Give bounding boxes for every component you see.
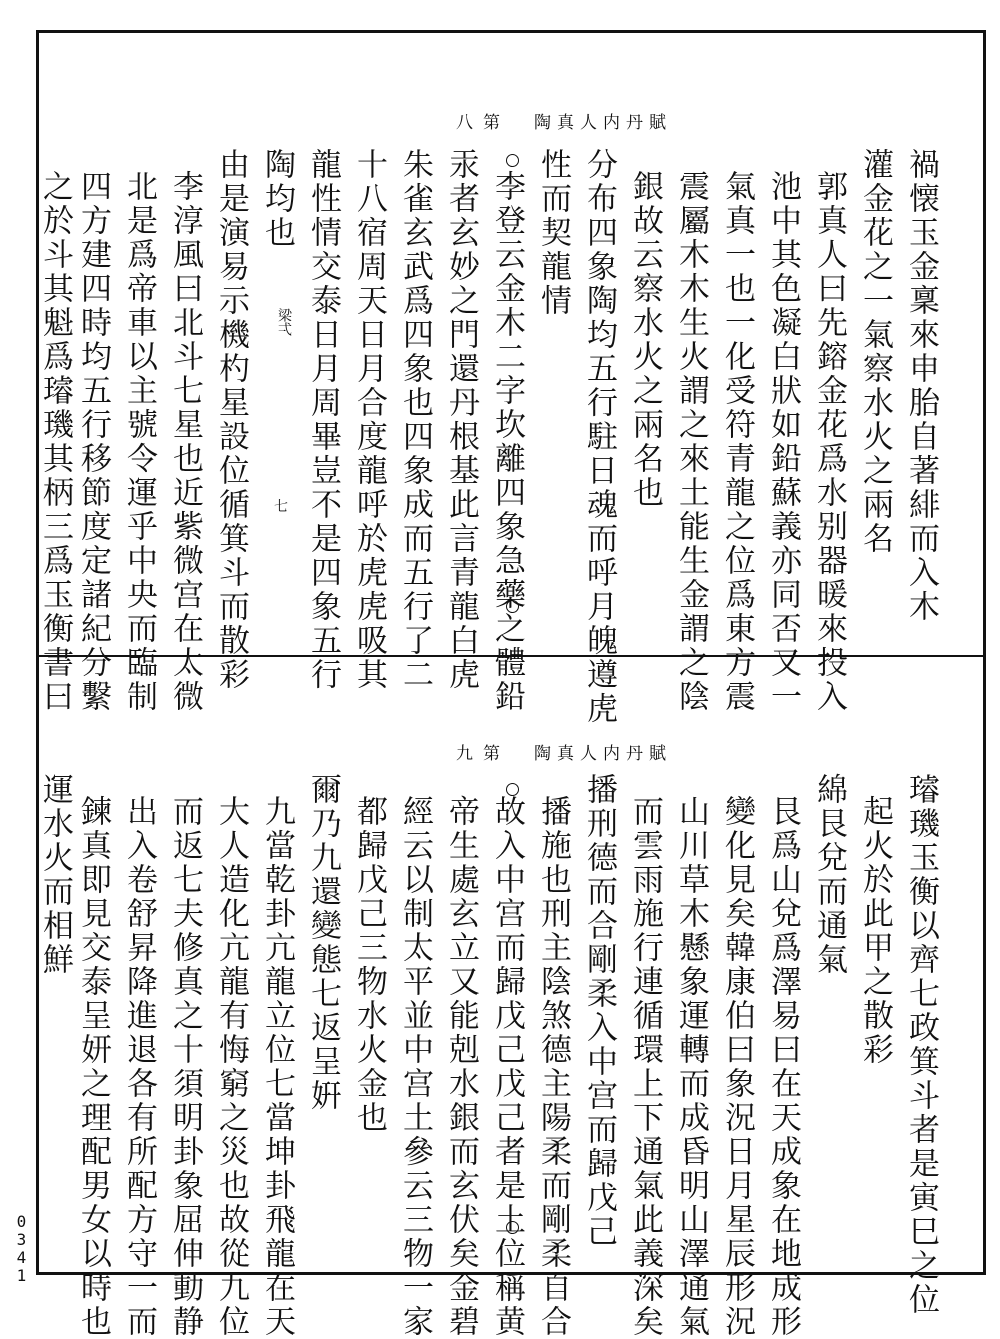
text-column: 由是演易示機杓星設位循箕斗而散彩: [213, 148, 249, 692]
text-column: 大人造化亢龍有悔窮之災也故從九位: [213, 795, 249, 1339]
text-column: 九當乾卦亢龍立位七當坤卦飛龍在天: [259, 795, 295, 1339]
text-column: 都歸戊己三物水火金也: [351, 795, 387, 1135]
header-page-number: 八: [456, 113, 479, 133]
header-title: 陶真人内丹賦: [534, 744, 672, 764]
circle-marker-icon: [506, 154, 519, 167]
text-column: 山川草木懸象運轉而成昏明山澤通氣: [673, 795, 709, 1339]
bottom-page: [36, 655, 986, 1339]
text-column: 播刑德而合剛柔入中宫而歸戊己: [581, 773, 617, 1249]
text-column: 銀故云察水火之兩名也: [627, 170, 663, 510]
text-column: 禍懐玉金稟來申胎自著緋而入木: [903, 148, 939, 624]
text-column: 璿璣玉衡以齊七政箕斗者是寅巳之位: [903, 773, 939, 1317]
text-column: 氣真一也一化受符青龍之位爲東方震: [719, 170, 755, 714]
page-number: 0341: [12, 1212, 31, 1284]
text-column: 四方建四時均五行移節度定諸紀分繫: [75, 170, 111, 714]
text-column: 李登云金木二字坎離四象急藥之體鉛: [489, 170, 525, 714]
circle-marker-icon: [506, 783, 519, 796]
text-column: 龍性情交泰日月周畢豈不是四象五行: [305, 148, 341, 692]
text-column: 之於斗其魁爲璿璣其柄三爲玉衡書曰: [37, 170, 73, 714]
header-title: 陶真人内丹賦: [534, 113, 672, 133]
text-column: 北是爲帝車以主號令運乎中央而臨制: [121, 170, 157, 714]
text-column: 變化見矣韓康伯曰象況日月星辰形況: [719, 795, 755, 1339]
text-column: 帝生處玄立又能剋水銀而玄伏矣金碧: [443, 795, 479, 1339]
text-column: 綿艮兌而通氣: [811, 773, 847, 977]
text-column: 震屬木木生火謂之來土能生金謂之陰: [673, 170, 709, 714]
side-note: 梁弌: [276, 308, 292, 336]
circle-marker-icon: [506, 600, 519, 613]
text-column: 起火於此甲之散彩: [857, 795, 893, 1067]
text-column: 艮爲山兌爲澤易曰在天成象在地成形: [765, 795, 801, 1339]
text-column: 而雲雨施行連循環上下通氣此義深矣: [627, 795, 663, 1339]
text-column: 故入中宫而歸戊己戊己者是土位稱黄: [489, 795, 525, 1339]
bottom-page-header: [456, 739, 672, 764]
text-column: 出入卷舒昇降進退各有所配方守一而: [121, 795, 157, 1339]
top-page-header: [456, 108, 672, 133]
header-section: 第: [483, 113, 506, 133]
text-column: 分布四象陶均五行駐日魂而呼月魄遵虎: [581, 148, 617, 726]
text-column: 朱雀玄武爲四象也四象成而五行了二: [397, 148, 433, 692]
header-section: 第: [483, 744, 506, 764]
text-column: 灌金花之一氣察水火之兩名: [857, 148, 893, 556]
text-column: 李淳風曰北斗七星也近紫微宫在太微: [167, 170, 203, 714]
circle-marker-icon: [506, 1221, 519, 1234]
text-column: 汞者玄妙之門還丹根基此言青龍白虎: [443, 148, 479, 692]
text-column: 十八宿周天日月合度龍呼於虎虎吸其: [351, 148, 387, 692]
small-number: 七: [274, 499, 288, 515]
text-column: 郭真人曰先鎔金花爲水别器暖來投入: [811, 170, 847, 714]
text-column: 陶均也: [259, 148, 295, 250]
header-page-number: 九: [456, 744, 479, 764]
text-column: 鍊真即見交泰呈妍之理配男女以時也: [75, 795, 111, 1339]
text-column: 性而契龍情: [535, 148, 571, 318]
top-page: [36, 30, 986, 726]
text-column: 播施也刑主陰煞德主陽柔而剛柔自合: [535, 795, 571, 1339]
text-column: 經云以制太平並中宫土參云三物一家: [397, 795, 433, 1339]
text-column: 運水火而相鮮: [37, 773, 73, 977]
text-column: 而返七夫修真之十須明卦象屈伸動静: [167, 795, 203, 1339]
text-column: 爾乃九還變態七返呈姸: [305, 773, 341, 1113]
text-column: 池中其色凝白狀如鉛蘇義亦同否又一: [765, 170, 801, 714]
